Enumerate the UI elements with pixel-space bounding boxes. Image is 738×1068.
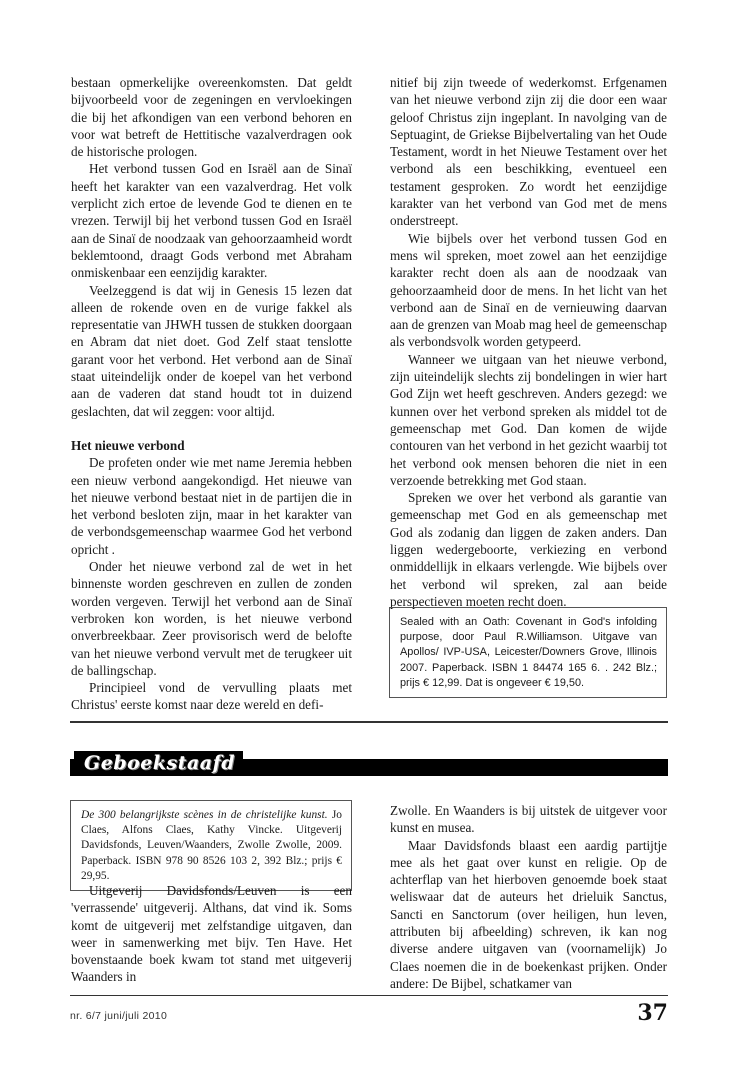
paragraph: Veelzeggend is dat wij in Genesis 15 lezen dat alleen de rokende oven en de vurige fakkel als representatie van JHWH tussen de stukken doorgaan en Abram dat niet doet. God Zelf staat tenslotte garant voor het verbond. Het verbond aan de Sinaï staat uiteindelijk onder de koepel van het verbond aan de vaderen dat stand houdt tot in duizend geslachten, dat wil zeggen: voor altijd. [71,282,352,419]
divider [70,995,668,996]
page-number: 37 [637,1000,668,1026]
section-heading: Het nieuwe verbond [71,437,185,453]
article-column-right-bottom [390,802,667,992]
paragraph: nitief bij zijn tweede of wederkomst. Erfgenamen van het nieuwe verbond zijn zij die door een waar geloof Christus zijn ingeplant. In navolging van de Septuagint, de Griekse Bijbelvertaling van het Oude Testament, wordt in het Nieuwe Testament over het verbond als een beschikking, eventueel een testament gesproken. Zo wordt het eenzijdige karakter van het verbond van God met de mens onderstreept. [390,75,667,229]
book-info-box [70,800,352,891]
paragraph: Spreken we over het verbond als garantie van gemeenschap met God en als gemeenschap met God als zodanig dan liggen de zaken anders. Dan liggen wedergeboorte, verkiezing en verbond onmiddellijk in elkaars verlengde. Wie bijbels over het verbond wil spreken, zal aan beide perspectieven moeten recht doen. [390,490,667,609]
book-title: De 300 belangrijkste scènes in de christelijke kunst. [81,809,328,821]
article-column-left-top [71,74,352,714]
section-banner [70,751,668,776]
book-details: Jo Claes, Alfons Claes, Kathy Vincke. Uitgeverij Davidsfonds, Leuven/Waanders, Zwolle Zwolle, 2009. Paperback. ISBN 978 90 8526 103 2, 392 Blz.; prijs € 29,95. [81,809,342,882]
book-info-box [389,607,667,698]
paragraph: Uitgeverij Davidsfonds/Leuven is een 'verrassende' uitgeverij. Althans, dat vind ik. Soms komt de uitgeverij met zelfstandige uitgaven, dan weer in samenwerking met bijv. Ten Have. Het bovenstaande boek kwam tot stand met uitgeverij Waanders in [71,883,352,985]
paragraph: Maar Davidsfonds blaast een aardig partijtje mee als het gaat over kunst en religie. Op de achterflap van het hierboven genoemde boek staat weliswaar dat de auteurs het drieluik Sanctus, Sancti en Sanctorum (over heiligen, hun leven, attributen bij afbeelding) schreven, ik kan nog diverse andere uitgaven van (voornamelijk) Jo Claes noemen die in de boekenkast prijken. Onder andere: De Bijbel, schatkamer van [390,837,667,991]
paragraph: Onder het nieuwe verbond zal de wet in het binnenste worden geschreven en zullen de zonden worden vergeven. Terwijl het verbond aan de Sinaï verbroken kon worden, is het nieuwe verbond onverbreekbaar. Zeer provisorisch werd de belofte van het nieuwe verbond vervult met de terugkeer uit de ballingschap. [71,559,352,678]
divider [70,721,668,723]
paragraph: De profeten onder wie met name Jeremia hebben een nieuw verbond aangekondigd. Het nieuwe van het nieuwe verbond bestaat niet in de partijen die in het verbond besloten zijn, maar in het karakter van de verbondsgemeenschap waarmee God het verbond opricht . [71,455,352,557]
book-info-text: Sealed with an Oath: Covenant in God's infolding purpose, door Paul R.Williamson. Uitgave van Apollos/ IVP-USA, Leicester/Downers Grove, Illinois 2007. Paperback. ISBN 1 84474 165 6. . 242 Blz.; prijs € 12,99. Dat is ongeveer € 19,50. [400,616,657,689]
article-column-right-top [390,74,667,610]
paragraph: Wie bijbels over het verbond tussen God en mens wil spreken, moet zowel aan het eenzijdige karakter recht doen als aan de noodzaak van gehoorzaamheid door de mens. In het licht van het verbond aan de Sinaï en de vernieuwing daarvan aan de grenzen van Moab mag heel de gemeenschap als verbondsvolk worden getypeerd. [390,230,667,350]
paragraph: bestaan opmerkelijke overeenkomsten. Dat geldt bijvoorbeeld voor de zegeningen en vervloekingen die bij het afkondigen van een verbond behoren en voor wat betreft de Hettitische vazalverdragen ook de historische prologen. [71,75,352,160]
paragraph: Wanneer we uitgaan van het nieuwe verbond, zijn uiteindelijk slechts zij bondelingen in wier hart God Zijn wet heeft geschreven. Anders gezegd: we kunnen over het verbond spreken als middel tot de gemeenschap met God. Dan komen de wijde contouren van het verbond in het gezicht waarbij tot het verbond ook mensen behoren die niet in een verzoende betrekking met God staan. [390,351,667,488]
paragraph: Principieel vond de vervulling plaats met Christus' eerste komst naar deze wereld en defi- [71,680,352,713]
issue-label: nr. 6/7 juni/juli 2010 [70,1010,168,1022]
article-column-left-bottom [71,882,352,986]
paragraph: Zwolle. En Waanders is bij uitstek de uitgever voor kunst en musea. [390,803,667,836]
banner-title: Geboekstaafd [74,751,243,776]
paragraph: Het verbond tussen God en Israël aan de Sinaï heeft het karakter van een vazalverdrag. Het volk verplicht zich ertoe de levende God te dienen en te vrezen. Terwijl bij het verbond tussen God en Israël aan de Sinaï de noodzaak van gehoorzaamheid wordt beklemtoond, draagt Gods verbond met Abraham onmiskenbaar een eenzijdig karakter. [71,161,352,281]
